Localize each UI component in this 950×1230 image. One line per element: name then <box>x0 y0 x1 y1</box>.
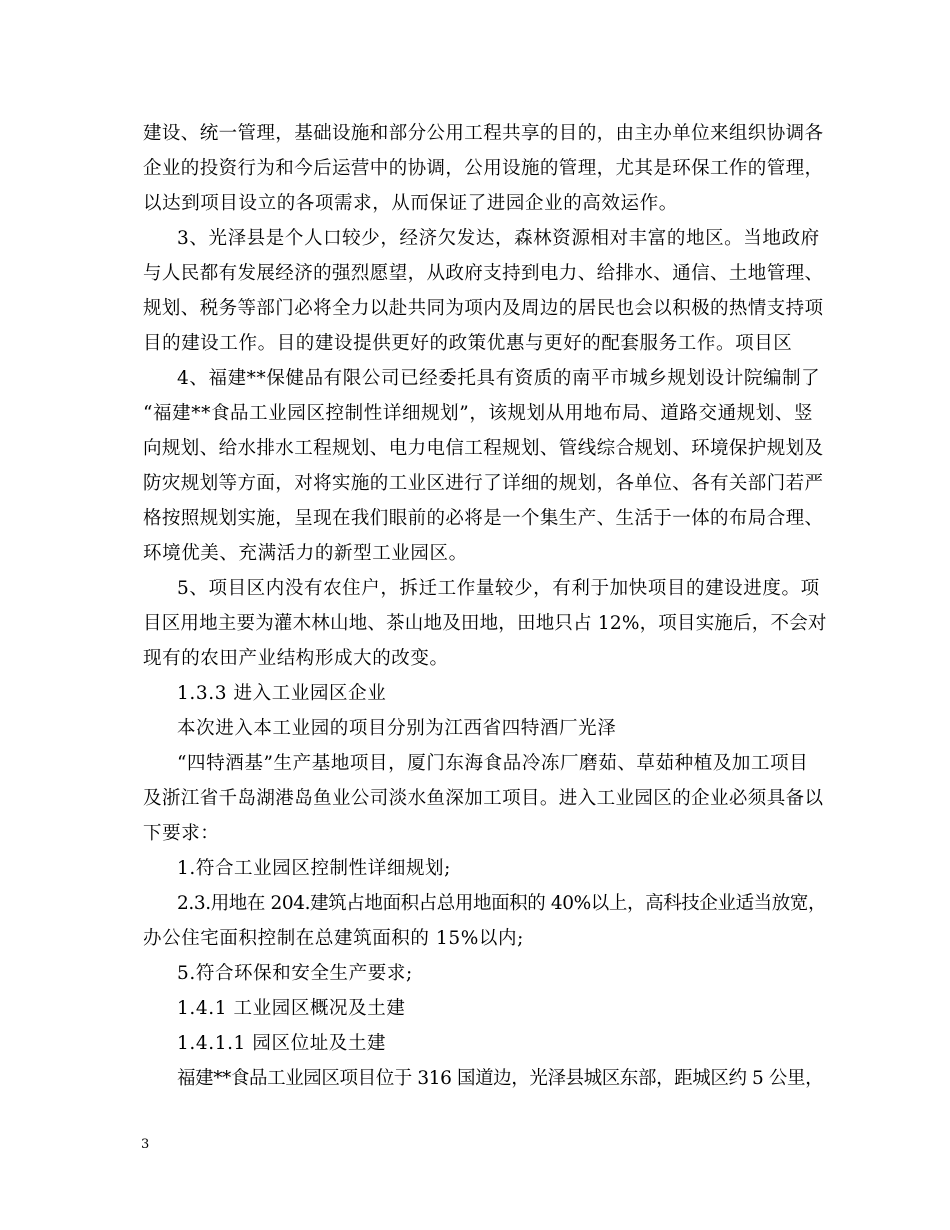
text-line: 规划、税务等部门必将全力以赴共同为项内及周边的居民也会以积极的热情支持项 <box>143 298 824 319</box>
text-line: 建设、统一管理，基础设施和部分公用工程共享的目的，由主办单位来组织协调各 <box>143 123 824 144</box>
text-line: 3、光泽县是个人口较少，经济欠发达，森林资源相对丰富的地区。当地政府 <box>177 228 820 249</box>
text-line: 现有的农田产业结构形成大的改变。 <box>143 648 449 669</box>
page-number: 3 <box>141 1137 150 1152</box>
text-line: 办公住宅面积控制在总建筑面积的 15%以内; <box>143 928 524 949</box>
text-line: 环境优美、充满活力的新型工业园区。 <box>143 543 468 564</box>
text-line: 目的建设工作。目的建设提供更好的政策优惠与更好的配套服务工作。项目区 <box>143 333 793 354</box>
text-line: 防灾规划等方面，对将实施的工业区进行了详细的规划，各单位、各有关部门若严 <box>143 473 824 494</box>
text-line: 下要求： <box>143 823 220 844</box>
text-line: 及浙江省千岛湖港岛鱼业公司淡水鱼深加工项目。进入工业园区的企业必须具备以 <box>143 788 824 809</box>
text-line: 本次进入本工业园的项目分别为江西省四特酒厂光泽 <box>177 718 617 739</box>
section-heading: 1.4.1 工业园区概况及土建 <box>177 998 406 1019</box>
text-line: 5、项目区内没有农住户，拆迁工作量较少，有利于加快项目的建设进度。项 <box>177 578 820 599</box>
text-line: “福建**食品工业园区控制性详细规划”，该规划从用地布局、道路交通规划、竖 <box>143 403 814 424</box>
text-line: 向规划、给水排水工程规划、电力电信工程规划、管线综合规划、环境保护规划及 <box>143 438 824 459</box>
list-item: 1.符合工业园区控制性详细规划; <box>177 858 451 879</box>
text-line: 企业的投资行为和今后运营中的协调，公用设施的管理，尤其是环保工作的管理， <box>143 158 824 179</box>
list-item: 2.3.用地在 204.建筑占地面积占总用地面积的 40%以上，高科技企业适当放宽， <box>177 893 827 914</box>
section-heading: 1.4.1.1 园区位址及土建 <box>177 1033 387 1054</box>
body-text <box>143 116 830 1096</box>
text-line: “四特酒基”生产基地项目，厦门东海食品冷冻厂磨茹、草茹种植及加工项目 <box>177 753 809 774</box>
text-line: 福建**食品工业园区项目位于 316 国道边，光泽县城区东部，距城区约 5 公里， <box>177 1068 824 1089</box>
text-line: 与人民都有发展经济的强烈愿望，从政府支持到电力、给排水、通信、土地管理、 <box>143 263 824 284</box>
text-line: 以达到项目设立的各项需求，从而保证了进园企业的高效运作。 <box>143 193 678 214</box>
section-heading: 1.3.3 进入工业园区企业 <box>177 683 387 704</box>
text-line: 4、福建**保健品有限公司已经委托具有资质的南平市城乡规划设计院编制了 <box>177 368 821 389</box>
list-item: 5.符合环保和安全生产要求; <box>177 963 413 984</box>
text-line: 目区用地主要为灌木林山地、茶山地及田地，田地只占 12%，项目实施后，不会对 <box>143 613 827 634</box>
text-line: 格按照规划实施，呈现在我们眼前的必将是一个集生产、生活于一体的布局合理、 <box>143 508 824 529</box>
